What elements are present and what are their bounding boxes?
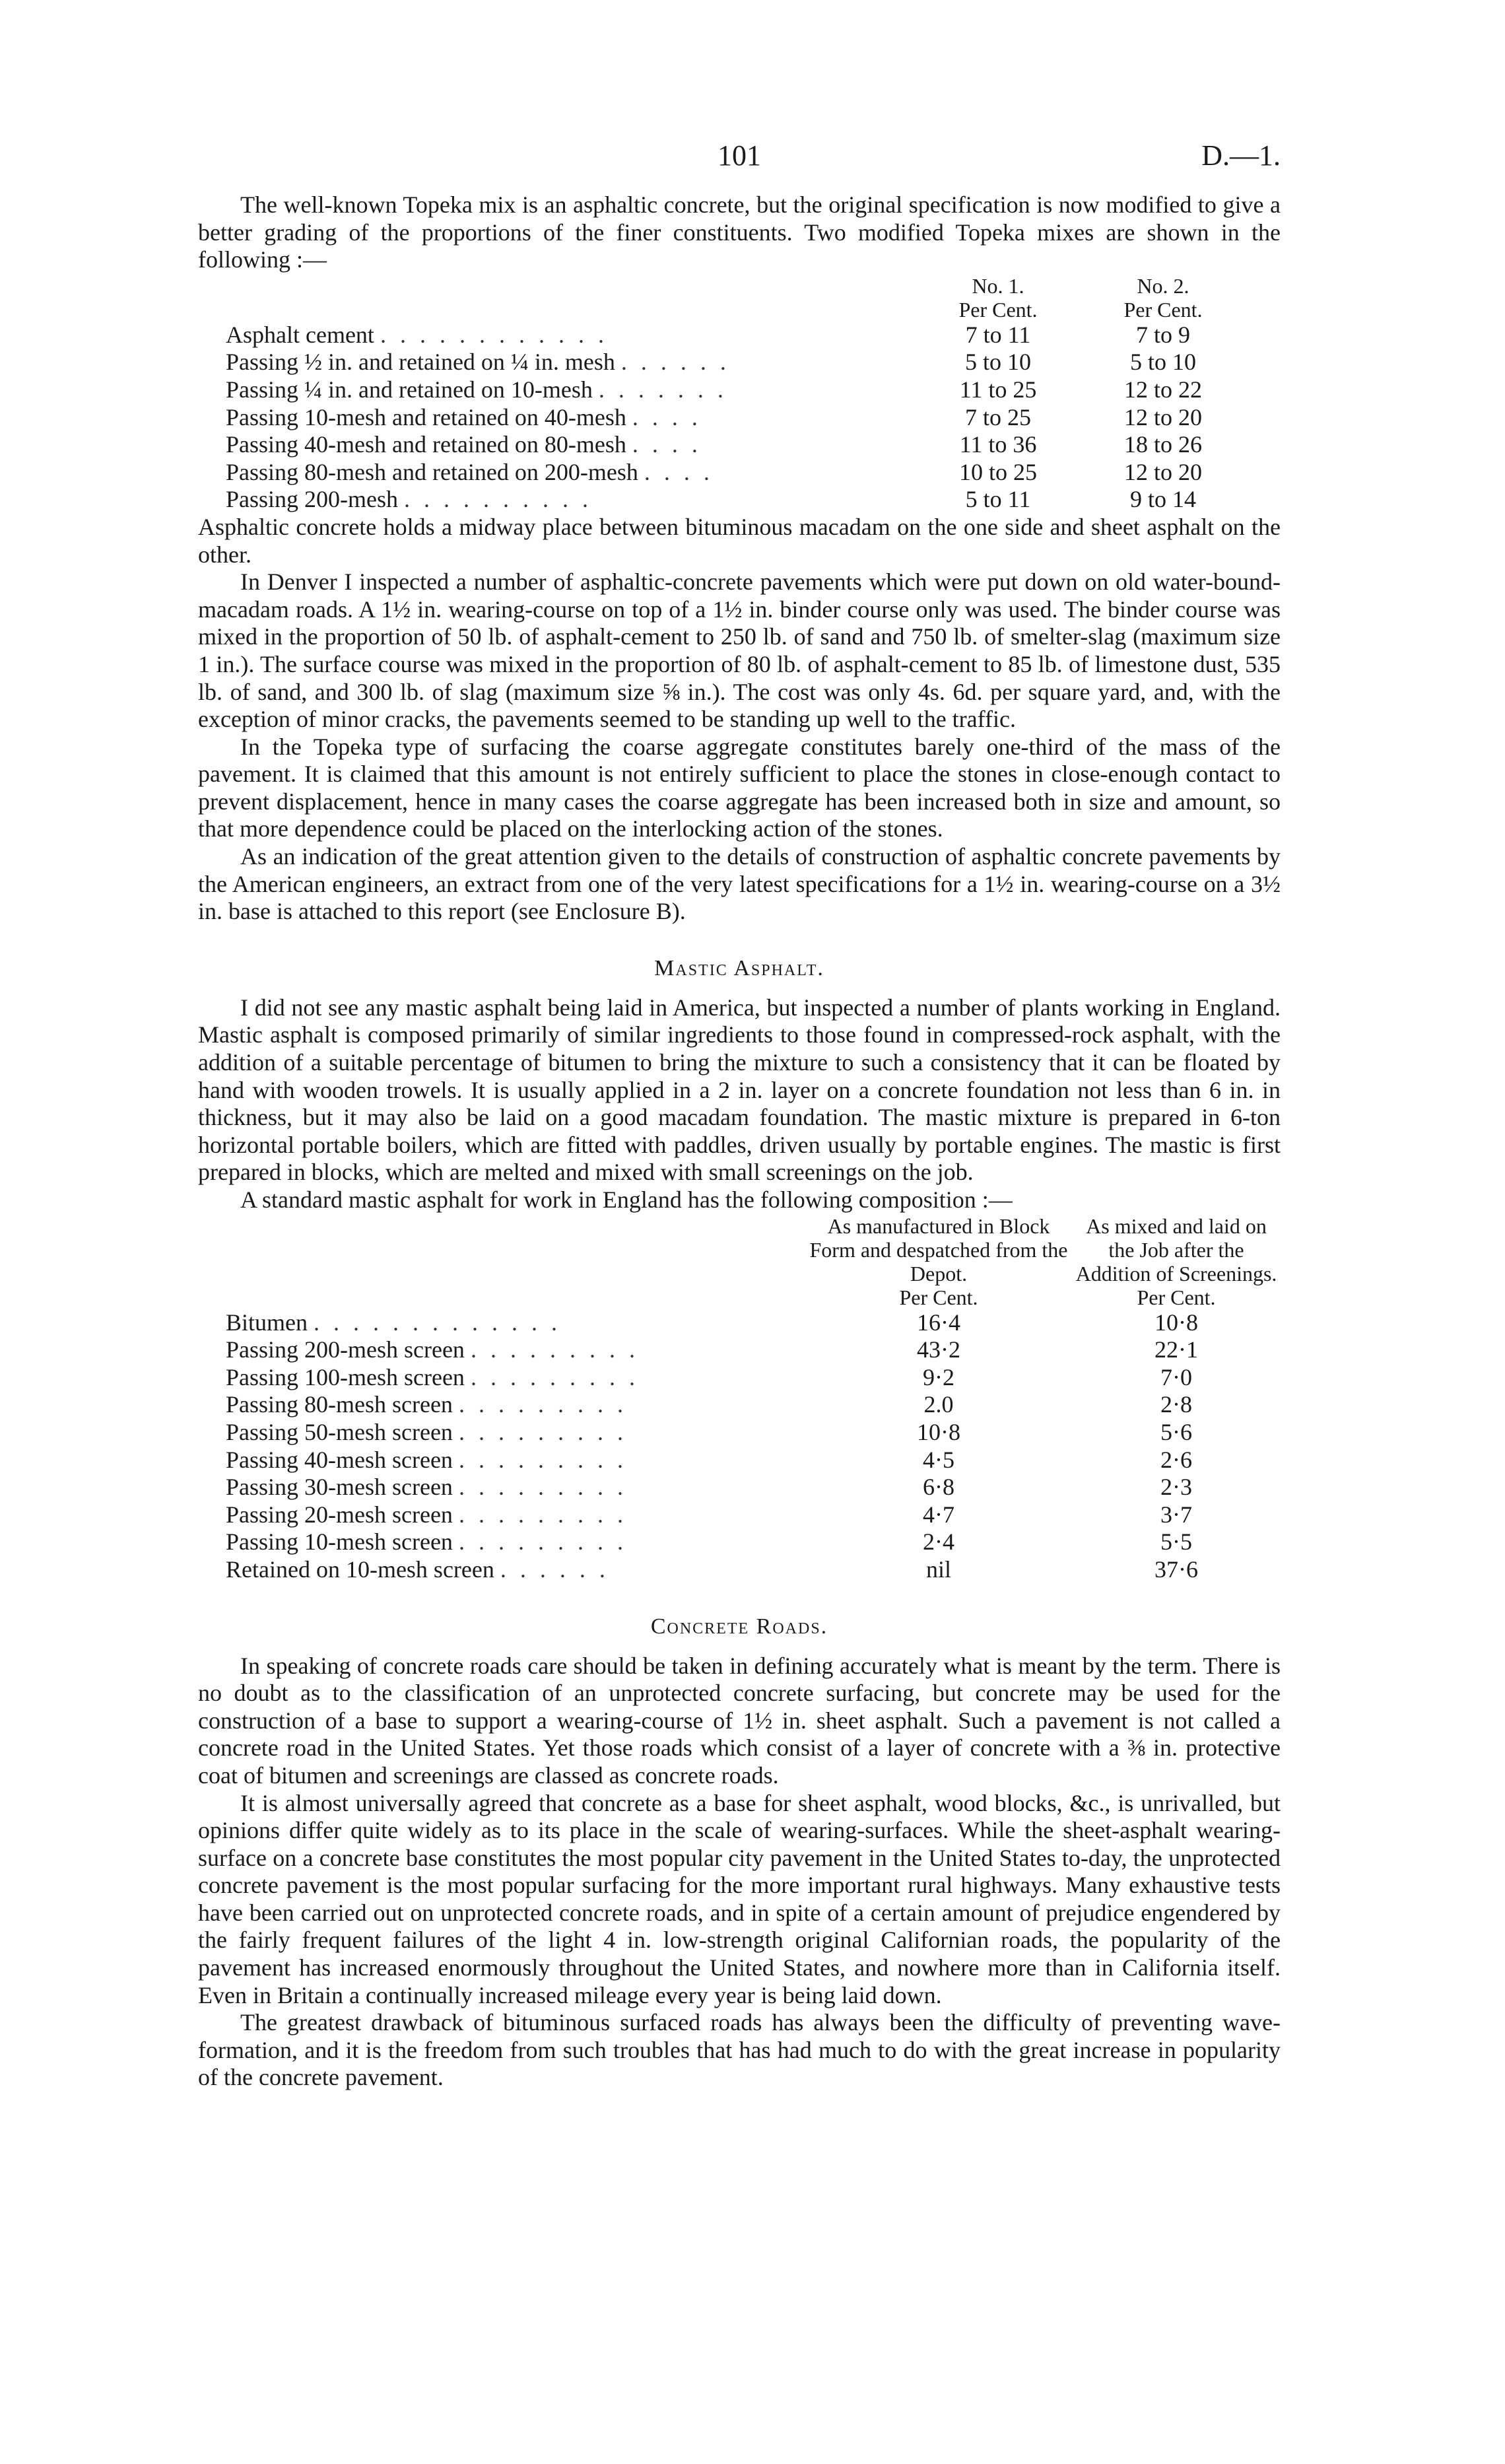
table-row [226, 404, 1246, 432]
table-row [226, 349, 1246, 376]
row-value-no1: 7 to 25 [964, 403, 1031, 430]
column-unit-no1: Per Cent. [958, 297, 1038, 322]
column-unit-no2: Per Cent. [1123, 297, 1203, 322]
section-heading-concrete-roads: Concrete Roads. [650, 1614, 828, 1639]
table-row [226, 1501, 1282, 1529]
page-number: 101 [718, 139, 761, 172]
column-unit-mixed: Per Cent. [1137, 1285, 1216, 1309]
table-row [226, 1474, 1282, 1501]
table-row [226, 322, 1246, 349]
row-label: Passing 10-mesh screen [226, 1528, 453, 1556]
paragraph-specification: As an indication of the great attention given to the details of construction of asphaltic concrete pavements by the American engineers, an extract from one of the very latest specifications for a 1½ in. wearing-course on a 3½ in. base is attached to this report (see Enclosure B). [198, 843, 1281, 925]
dot-leader: . . . . . . . . . [458, 1418, 627, 1445]
dot-leader: . . . . . . . . . [458, 1391, 627, 1418]
row-value-no2: 5 to 10 [1129, 349, 1196, 376]
row-value-mixed: 5·5 [1160, 1528, 1192, 1556]
row-value-manufactured: 2.0 [923, 1391, 954, 1418]
row-value-manufactured: nil [925, 1556, 951, 1583]
row-value-mixed: 2·8 [1160, 1391, 1192, 1418]
row-label: Passing 50-mesh screen [226, 1418, 453, 1445]
table-row [226, 1364, 1282, 1392]
row-value-manufactured: 9·2 [923, 1363, 954, 1390]
row-value-manufactured: 4·7 [923, 1501, 954, 1528]
table-row [226, 1556, 1282, 1584]
row-value-no2: 12 to 20 [1123, 458, 1202, 485]
table-row [226, 1419, 1282, 1447]
paragraph-topeka-type: In the Topeka type of surfacing the coarse aggregate constitutes barely one-third of the mass of the pavement. It is claimed that this amount is not entirely sufficient to place the stones in close-enough contact to prevent displacement, hence in many cases the coarse aggregate has been increased both in size and amount, so that more dependence could be placed on the interlocking action of the stones. [198, 733, 1281, 842]
table-row [226, 1391, 1282, 1419]
paragraph-mastic-intro: I did not see any mastic asphalt being laid in America, but inspected a number of plants working in England. Mastic asphalt is composed primarily of similar ingredients to those found in compressed-rock asphalt, with the addition of a suitable percentage of bitumen to bring the mixture to such a consistency that it can be floated by hand with wooden trowels. It is usually applied in a 2 in. layer on a concrete foundation not less than 6 in. in thickness, but it may also be laid on a good macadam foundation. The mastic mixture is prepared in 6-ton horizontal portable boilers, which are fitted with paddles, driven usually by portable engines. The mastic is first prepared in blocks, which are melted and mixed with small screenings on the job. [198, 994, 1281, 1186]
section-heading-mastic-asphalt: Mastic Asphalt. [654, 955, 824, 980]
row-value-manufactured: 10·8 [917, 1418, 960, 1445]
dot-leader: . . . . [644, 458, 714, 485]
row-label: Passing 40-mesh screen [226, 1446, 453, 1473]
table-header-row [226, 274, 1246, 298]
row-value-mixed: 10·8 [1154, 1309, 1198, 1336]
row-label: Passing 30-mesh screen [226, 1474, 453, 1501]
row-value-no2: 12 to 22 [1123, 376, 1202, 403]
dot-leader: . . . . . . [500, 1556, 609, 1583]
row-value-mixed: 37·6 [1154, 1556, 1198, 1583]
row-value-no1: 11 to 25 [959, 376, 1037, 403]
row-value-no1: 10 to 25 [958, 458, 1037, 485]
dot-leader: . . . . [632, 403, 702, 430]
row-label: Passing 200-mesh [226, 486, 398, 513]
table-row [226, 376, 1246, 404]
row-value-no1: 5 to 11 [965, 486, 1031, 513]
paragraph-topeka-intro: The well-known Topeka mix is an asphaltic concrete, but the original specification is now modified to give a better grading of the proportions of the finer constituents. Two modified Topeka mixes are shown in the following :— [198, 191, 1281, 273]
table-subheader-row [226, 1285, 1282, 1309]
table-row [226, 431, 1246, 459]
column-head-no2: No. 2. [1137, 273, 1189, 298]
paragraph-mastic-composition: A standard mastic asphalt for work in England has the following composition :— [240, 1186, 1013, 1213]
mastic-composition-table [226, 1214, 1282, 1584]
dot-leader: . . . . . . . . . [458, 1528, 627, 1556]
row-value-mixed: 2·3 [1160, 1474, 1192, 1501]
row-value-mixed: 22·1 [1154, 1336, 1198, 1363]
table-row [226, 1447, 1282, 1474]
row-value-no2: 18 to 26 [1123, 431, 1202, 458]
page-header [198, 139, 1281, 191]
table-row [226, 1309, 1282, 1337]
dot-leader: . . . . . . . . . [458, 1474, 627, 1501]
dot-leader: . . . . . . . . . [470, 1363, 639, 1390]
document-page [198, 139, 1281, 2092]
row-value-mixed: 2·6 [1160, 1446, 1192, 1473]
dot-leader: . . . . . . . . . . [404, 486, 592, 513]
row-label: Passing ¼ in. and retained on 10-mesh [226, 376, 593, 403]
row-label: Retained on 10-mesh screen [226, 1556, 494, 1583]
row-label: Asphalt cement [226, 321, 374, 348]
row-label: Bitumen [226, 1309, 308, 1336]
dot-leader: . . . . . . . [598, 376, 727, 403]
dot-leader: . . . . . . . . . [470, 1336, 639, 1363]
table-row [226, 459, 1246, 487]
row-value-manufactured: 4·5 [923, 1446, 954, 1473]
paragraph-concrete-definition: In speaking of concrete roads care should be taken in defining accurately what is meant by the term. There is no doubt as to the classification of an unprotected concrete surfacing, but concrete may be used for the construction of a base to support a wearing-course of 1½ in. sheet asphalt. Such a pavement is not called a concrete road in the United States. Yet those roads which consist of a layer of concrete with a ⅜ in. protective coat of bitumen and screenings are classed as concrete roads. [198, 1652, 1281, 1789]
row-value-manufactured: 16·4 [917, 1309, 960, 1336]
paragraph-concrete-popularity: It is almost universally agreed that concrete as a base for sheet asphalt, wood blocks, &c., is unrivalled, but opinions differ quite widely as to its place in the scale of wearing-surfaces. While the sheet-asphalt wearing-surface on a concrete base constitutes the most popular city pavement in the United States to-day, the unprotected concrete pavement is the most popular surfacing for the more important rural highways. Many exhaustive tests have been carried out on unprotected concrete roads, and in spite of a certain amount of prejudice engendered by the fairly frequent failures of the light 4 in. low-strength original Californian roads, the popularity of the pavement has increased enormously throughout the United States, and nowhere more than in California itself. Even in Britain a continually increased mileage every year is being laid down. [198, 1789, 1281, 2008]
paragraph-asphaltic-concrete: Asphaltic concrete holds a midway place between bituminous macadam on the one side and sheet asphalt on the other. [198, 513, 1281, 568]
table-row [226, 1528, 1282, 1556]
dot-leader: . . . . . . . . . [458, 1446, 627, 1473]
row-value-mixed: 5·6 [1160, 1418, 1192, 1445]
paragraph-denver: In Denver I inspected a number of asphaltic-concrete pavements which were put down on old water-bound-macadam roads. A 1½ in. wearing-course on top of a 1½ in. binder course only was used. The binder course was mixed in the proportion of 50 lb. of asphalt-cement to 250 lb. of sand and 750 lb. of smelter-slag (maximum size 1 in.). The surface course was mixed in the proportion of 80 lb. of asphalt-cement to 85 lb. of limestone dust, 535 lb. of sand, and 300 lb. of slag (maximum size ⅝ in.). The cost was only 4s. 6d. per square yard, and, with the exception of minor cracks, the pavements seemed to be standing up well to the traffic. [198, 568, 1281, 733]
column-unit-manufactured: Per Cent. [899, 1285, 978, 1309]
row-value-no2: 9 to 14 [1129, 486, 1196, 513]
row-value-no1: 7 to 11 [965, 321, 1031, 348]
row-label: Passing 10-mesh and retained on 40-mesh [226, 403, 626, 430]
row-label: Passing ½ in. and retained on ¼ in. mesh [226, 349, 615, 376]
row-value-no1: 11 to 36 [959, 431, 1037, 458]
paragraph-wave-formation: The greatest drawback of bituminous surfaced roads has always been the difficulty of preventing wave-formation, and it is the freedom from such troubles that has had much to do with the great increase in popularity of the concrete pavement. [198, 2009, 1281, 2091]
row-value-no1: 5 to 10 [964, 349, 1031, 376]
row-label: Passing 80-mesh and retained on 200-mesh [226, 458, 638, 485]
row-value-no2: 12 to 20 [1123, 403, 1202, 430]
row-label: Passing 20-mesh screen [226, 1501, 453, 1528]
dot-leader: . . . . . . . . . . . . [380, 321, 608, 348]
dot-leader: . . . . . . . . . . . . . [314, 1309, 561, 1336]
table-row [226, 486, 1246, 514]
column-head-manufactured: As manufactured in Block Form and despatched from the Depot. [809, 1214, 1068, 1285]
row-label: Passing 80-mesh screen [226, 1391, 453, 1418]
row-value-manufactured: 6·8 [923, 1474, 954, 1501]
table-header-row [226, 1214, 1282, 1285]
dot-leader: . . . . . . [620, 349, 730, 376]
row-value-manufactured: 43·2 [917, 1336, 960, 1363]
dot-leader: . . . . . . . . . [458, 1501, 627, 1528]
dot-leader: . . . . [632, 431, 702, 458]
topeka-mix-table [226, 274, 1246, 514]
row-value-no2: 7 to 9 [1135, 321, 1190, 348]
row-value-manufactured: 2·4 [923, 1528, 954, 1556]
table-row [226, 1336, 1282, 1364]
row-label: Passing 100-mesh screen [226, 1363, 465, 1390]
column-head-mixed: As mixed and laid on the Job after the Addition of Screenings. [1075, 1214, 1277, 1285]
column-head-no1: No. 1. [972, 273, 1024, 298]
row-label: Passing 40-mesh and retained on 80-mesh [226, 431, 626, 458]
document-reference: D.—1. [1201, 139, 1281, 172]
table-subheader-row [226, 298, 1246, 322]
row-label: Passing 200-mesh screen [226, 1336, 465, 1363]
row-value-mixed: 7·0 [1160, 1363, 1192, 1390]
row-value-mixed: 3·7 [1160, 1501, 1192, 1528]
